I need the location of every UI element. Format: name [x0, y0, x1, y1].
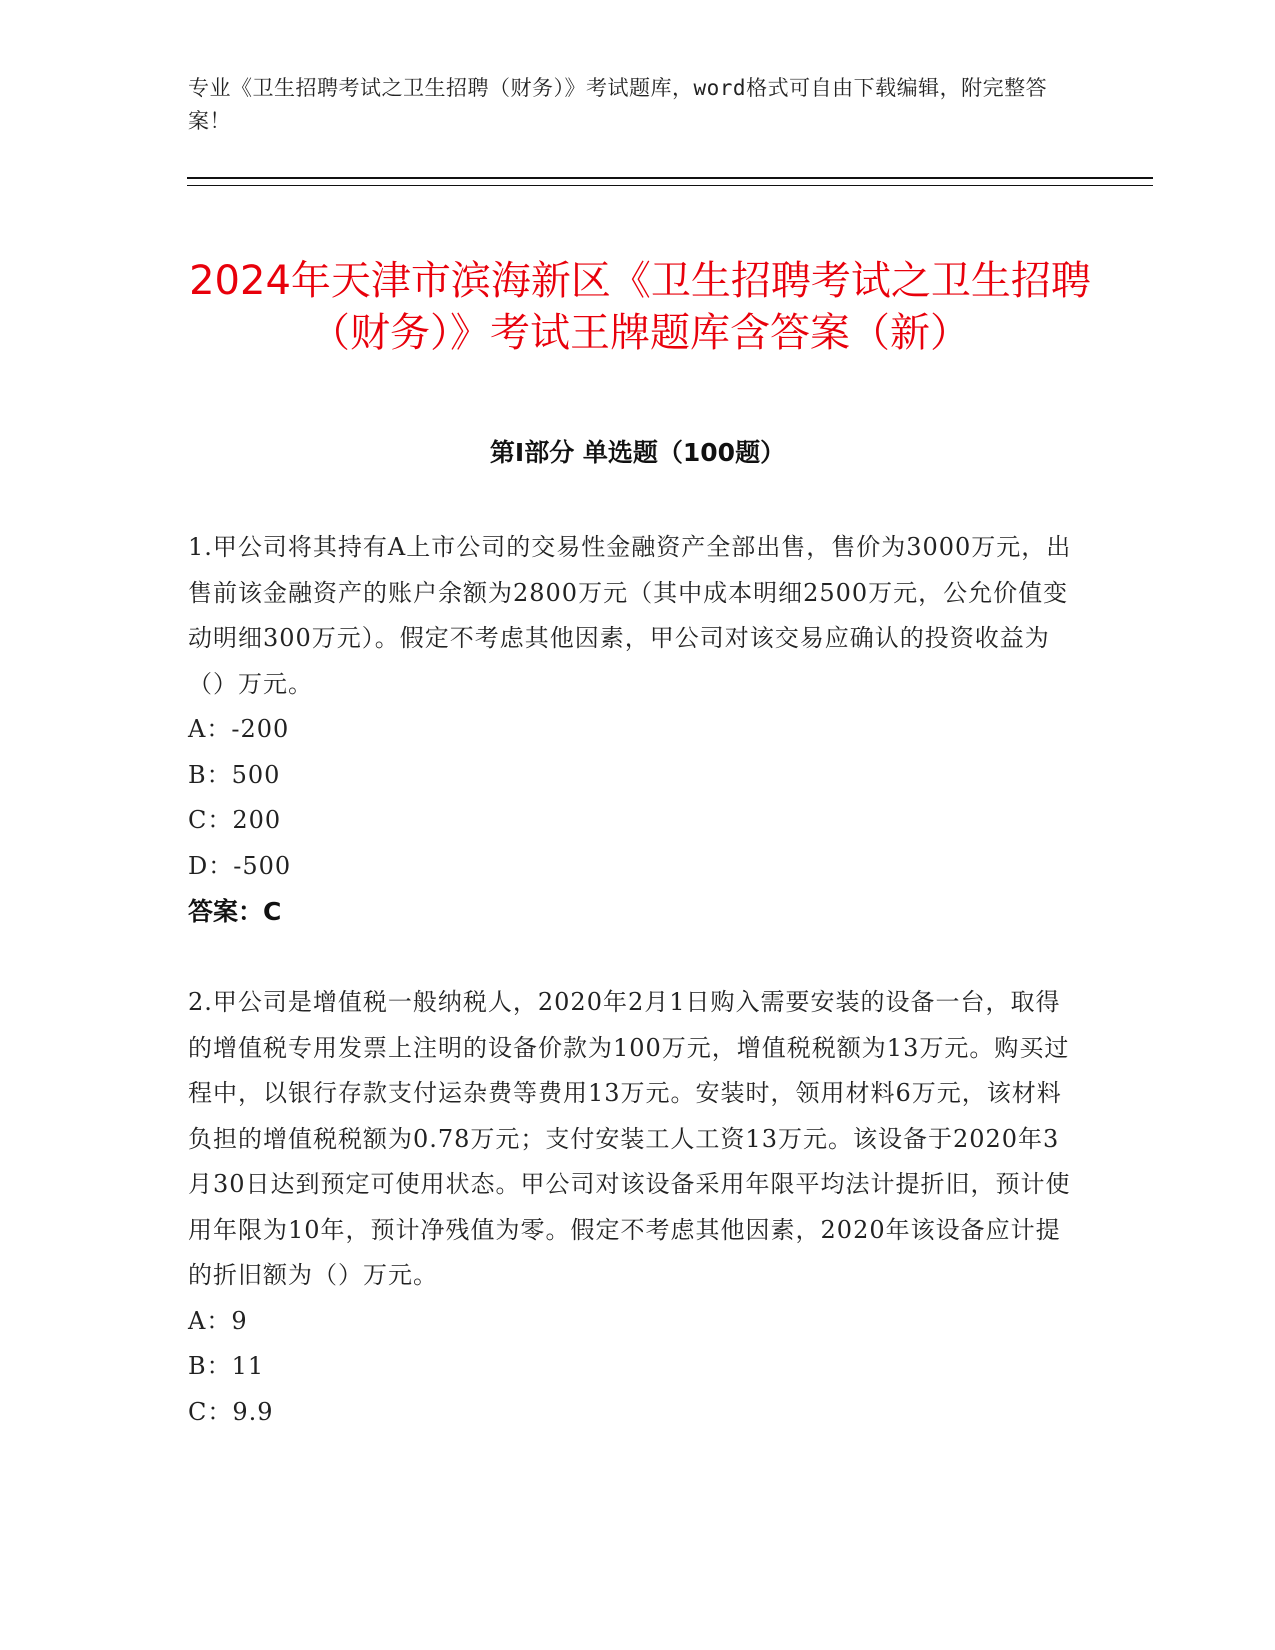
- answer-label: 答案：C: [188, 897, 282, 926]
- header-note: 专业《卫生招聘考试之卫生招聘（财务）》考试题库，word格式可自由下载编辑，附完整答案！: [188, 76, 1048, 133]
- option-c: C：9.9: [188, 1397, 274, 1426]
- header-divider-thick: [187, 177, 1153, 179]
- header-divider-thin: [187, 185, 1153, 186]
- option-b: B：11: [188, 1352, 265, 1380]
- question-block: [188, 980, 1078, 1435]
- question-block: [188, 525, 1078, 935]
- option-b: B：500: [188, 760, 281, 789]
- option-c: C：200: [188, 806, 282, 834]
- question-text: 2.甲公司是增值税一般纳税人，2020年2月1日购入需要安装的设备一台，取得的增值税专用发票上注明的设备价款为100万元，增值税税额为13万元。购买过程中，以银行存款支付运杂费等费用13万元。安装时，领用材料6万元，该材料负担的增值税税额为0.78万元；支付安装工人工资13万元。该设备于2020年3月30日达到预定可使用状态。甲公司对该设备采用年限平均法计提折旧，预计使用年限为10年，预计净残值为零。假定不考虑其他因素，2020年该设备应计提的折旧额为（）万元。: [188, 988, 1071, 1289]
- option-a: A：-200: [188, 715, 290, 743]
- question-text: 1.甲公司将其持有A上市公司的交易性金融资产全部出售，售价为3000万元，出售前该金融资产的账户余额为2800万元（其中成本明细2500万元，公允价值变动明细300万元）。假定不考虑其他因素，甲公司对该交易应确认的投资收益为（）万元。: [188, 533, 1072, 698]
- section-heading: 第Ⅰ部分 单选题（100题）: [489, 438, 786, 467]
- option-a: A：9: [188, 1306, 248, 1335]
- option-d: D：-500: [188, 851, 292, 880]
- document-title: 2024年天津市滨海新区《卫生招聘考试之卫生招聘（财务）》考试王牌题库含答案（新）: [189, 257, 1091, 356]
